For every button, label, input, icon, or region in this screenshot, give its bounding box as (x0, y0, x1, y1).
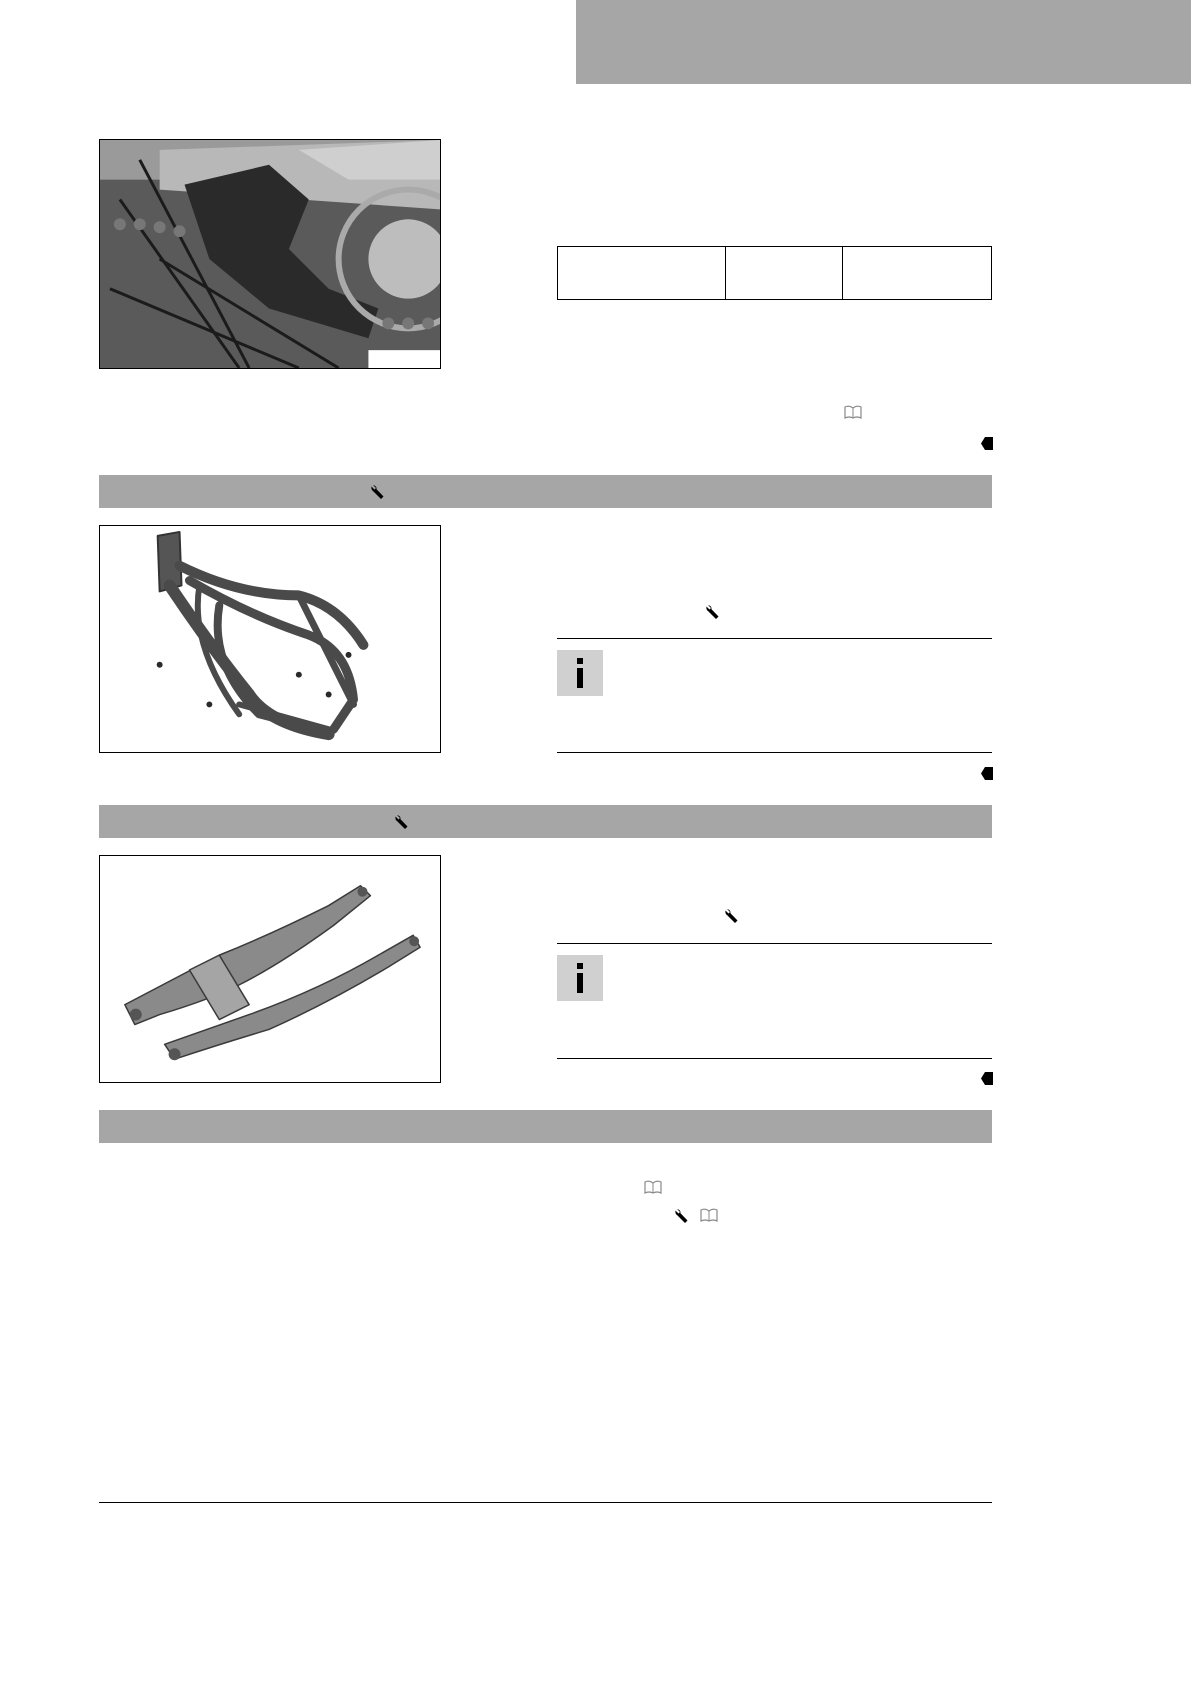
book-icon (644, 1180, 662, 1194)
chain-guide-image (99, 139, 441, 369)
info-icon (557, 955, 603, 1001)
spec-table-row (558, 247, 992, 300)
book-icon (700, 1208, 718, 1222)
note-bottom-rule (557, 1058, 992, 1059)
spec-table-cell (558, 247, 726, 300)
end-marker-icon (981, 437, 993, 450)
note-top-rule (557, 638, 992, 639)
section-bar-3 (99, 1110, 992, 1143)
wrench-icon (370, 484, 386, 500)
end-marker-icon (981, 1072, 993, 1085)
spec-table-cell (726, 247, 843, 300)
section-bar-swingarm (99, 805, 992, 838)
end-marker-icon (981, 767, 993, 780)
info-icon (557, 650, 603, 696)
section-bar-frame (99, 475, 992, 508)
wrench-icon (724, 908, 740, 924)
spec-table-cell (843, 247, 992, 300)
note-top-rule (557, 943, 992, 944)
wrench-icon (705, 604, 721, 620)
header-tab (576, 0, 1191, 84)
wrench-icon (394, 814, 410, 830)
frame-image (99, 525, 441, 753)
book-icon (844, 405, 862, 419)
footer-rule (99, 1502, 992, 1503)
note-bottom-rule (557, 752, 992, 753)
spec-table (557, 246, 992, 300)
wrench-icon (674, 1208, 690, 1224)
swingarm-image (99, 855, 441, 1083)
